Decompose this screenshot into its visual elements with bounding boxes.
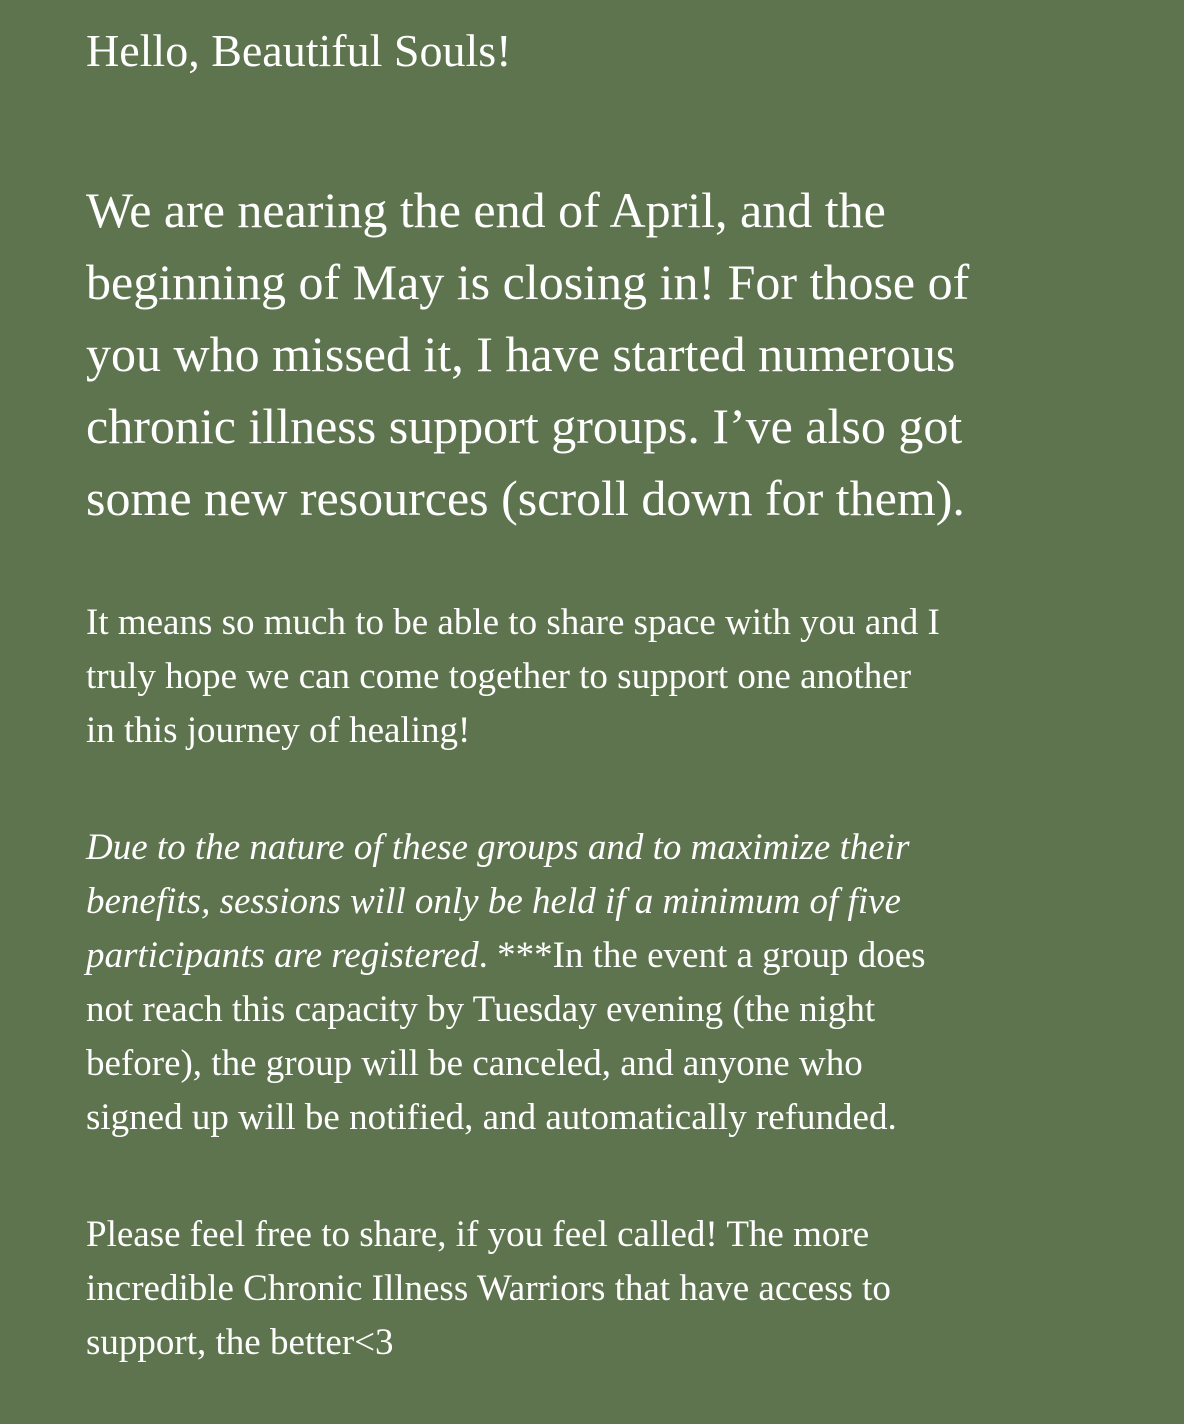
- share-space-paragraph: [86, 596, 1126, 758]
- closing-line: incredible Chronic Illness Warriors that have access to: [86, 1268, 891, 1309]
- policy-line: before), the group will be canceled, and anyone who: [86, 1043, 863, 1084]
- intro-line: you who missed it, I have started numerous: [86, 326, 956, 382]
- intro-paragraph: [86, 174, 1126, 534]
- share-space-line: in this journey of healing!: [86, 710, 471, 751]
- intro-line: chronic illness support groups. I’ve also got: [86, 398, 963, 454]
- policy-line: not reach this capacity by Tuesday evening (the night: [86, 989, 876, 1030]
- policy-line: signed up will be notified, and automatically refunded.: [86, 1097, 897, 1138]
- share-space-line: It means so much to be able to share space with you and I: [86, 602, 940, 643]
- policy-notice-fragment: . ***In the event a group does: [478, 935, 926, 976]
- intro-line: We are nearing the end of April, and the: [86, 182, 886, 238]
- closing-line: Please feel free to share, if you feel called! The more: [86, 1214, 870, 1255]
- policy-italic-line: Due to the nature of these groups and to maximize their: [86, 827, 910, 868]
- closing-line: support, the better<3: [86, 1322, 394, 1363]
- greeting-heading: Hello, Beautiful Souls!: [86, 25, 512, 76]
- participation-policy-paragraph: [86, 821, 1126, 1145]
- share-space-line: truly hope we can come together to support one another: [86, 656, 912, 697]
- policy-italic-line: benefits, sessions will only be held if a minimum of five: [86, 881, 901, 922]
- intro-line: some new resources (scroll down for them).: [86, 470, 965, 526]
- closing-paragraph: [86, 1208, 1126, 1370]
- policy-italic-fragment: participants are registered: [86, 935, 479, 976]
- intro-line: beginning of May is closing in! For those of: [86, 254, 970, 310]
- policy-mixed-line: [86, 929, 1126, 983]
